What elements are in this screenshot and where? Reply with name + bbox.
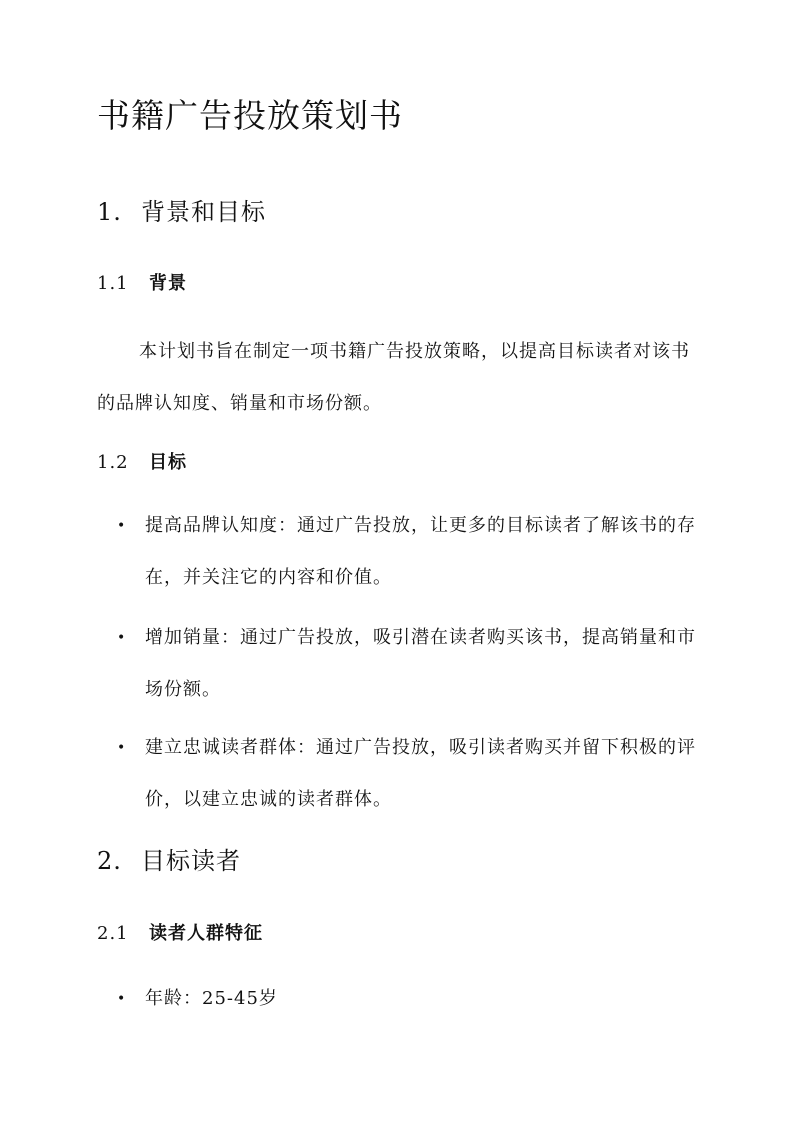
subsection-number: 1.1	[97, 273, 129, 294]
subsection-number: 1.2	[97, 452, 129, 473]
section-number: 2.	[97, 847, 122, 875]
bullet-icon: •	[117, 630, 127, 646]
goal-list-item	[97, 500, 697, 604]
background-paragraph: 本计划书旨在制定一项书籍广告投放策略，以提高目标读者对该书的品牌认知度、销量和市场份额。	[97, 341, 690, 414]
reader-trait-list-item	[97, 973, 697, 1025]
bullet-icon: •	[117, 518, 127, 534]
subsection-heading-2-1	[97, 921, 263, 947]
section-heading-2	[97, 845, 241, 877]
subsection-heading-1-1	[97, 271, 187, 297]
list-item-text: 年龄：25-45岁	[145, 988, 278, 1009]
subsection-heading-1-2	[97, 450, 187, 476]
section-title: 背景和目标	[141, 198, 266, 226]
subsection-title: 目标	[149, 452, 187, 473]
list-item-text: 提高品牌认知度：通过广告投放，让更多的目标读者了解该书的存在，并关注它的内容和价值。	[145, 515, 696, 588]
list-item-text: 增加销量：通过广告投放，吸引潜在读者购买该书，提高销量和市场份额。	[145, 627, 696, 700]
subsection-title: 读者人群特征	[149, 923, 263, 944]
subsection-number: 2.1	[97, 923, 129, 944]
section-heading-1	[97, 196, 266, 228]
section-title: 目标读者	[141, 847, 241, 875]
document-title: 书籍广告投放策划书	[97, 96, 403, 135]
bullet-icon: •	[117, 991, 127, 1007]
subsection-title: 背景	[149, 273, 187, 294]
section-number: 1.	[97, 198, 122, 226]
goal-list-item	[97, 612, 697, 716]
list-item-text: 建立忠诚读者群体：通过广告投放，吸引读者购买并留下积极的评价，以建立忠诚的读者群体。	[145, 737, 696, 810]
goal-list-item	[97, 722, 697, 826]
bullet-icon: •	[117, 740, 127, 756]
